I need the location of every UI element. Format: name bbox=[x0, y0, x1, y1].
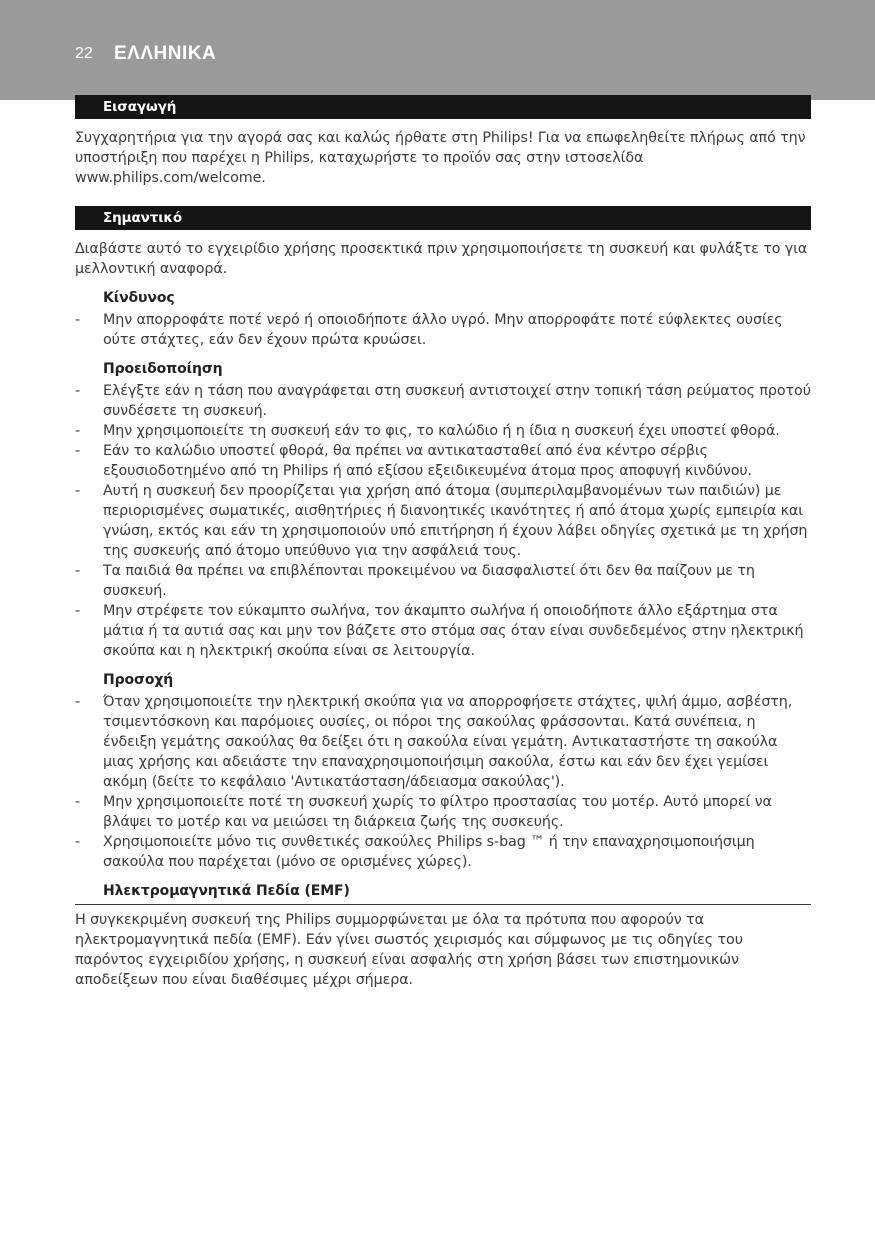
important-paragraph: Διαβάστε αυτό το εγχειρίδιο χρήσης προσεκτικά πριν χρησιμοποιήσετε τη συσκευή και φυλάξτε το για μελλοντική αναφορά. bbox=[75, 241, 808, 277]
warning-list bbox=[75, 381, 811, 661]
danger-list bbox=[75, 310, 811, 350]
list-item: - Αυτή η συσκευή δεν προορίζεται για χρήση από άτομα (συμπεριλαμβανομένων των παιδιών) με περιορισμένες σωματικές, αισθητήριες ή διανοητικές ικανότητες ή από άτομα χωρίς εμπειρία και γνώση, εκτός και εάν τη χρησιμοποιούν υπό επιτήρηση ή έχουν λάβει οδηγίες σχετικά με τη χρήση της συσκευής από άτομο υπεύθυνο για την ασφάλειά τους. bbox=[75, 481, 811, 561]
danger-heading: Κίνδυνος bbox=[103, 290, 175, 306]
list-item: - Εάν το καλώδιο υποστεί φθορά, θα πρέπει να αντικατασταθεί από ένα κέντρο σέρβις εξουσιοδοτημένο από τη Philips ή από εξίσου εξειδικευμένα άτομα προς αποφυγή κινδύνου. bbox=[75, 441, 811, 481]
section-heading-intro: Εισαγωγή bbox=[75, 95, 811, 119]
warning-heading: Προειδοποίηση bbox=[103, 361, 223, 377]
emf-heading: Ηλεκτρομαγνητικά Πεδία (EMF) bbox=[75, 881, 811, 905]
list-item: - Χρησιμοποιείτε μόνο τις συνθετικές σακούλες Philips s-bag ™ ή την επαναχρησιμοποιήσιμη σακούλα που παρέχεται (μόνο σε ορισμένες χώρες). bbox=[75, 832, 811, 872]
caution-heading: Προσοχή bbox=[103, 672, 174, 688]
list-item: - Μην στρέφετε τον εύκαμπτο σωλήνα, τον άκαμπτο σωλήνα ή οποιοδήποτε άλλο εξάρτημα στα μάτια ή τα αυτιά σας και μην τον βάζετε στο στόμα σας όταν είναι συνδεδεμένος στην ηλεκτρική σκούπα και η ηλεκτρική σκούπα είναι σε λειτουργία. bbox=[75, 601, 811, 661]
page-header bbox=[0, 0, 875, 100]
list-item: - Μην απορροφάτε ποτέ νερό ή οποιοδήποτε άλλο υγρό. Μην απορροφάτε ποτέ εύφλεκτες ουσίες ούτε στάχτες, εάν δεν έχουν πρώτα κρυώσει. bbox=[75, 310, 811, 350]
page-number: 22 bbox=[75, 45, 93, 62]
list-item: - Ελέγξτε εάν η τάση που αναγράφεται στη συσκευή αντιστοιχεί στην τοπική τάση ρεύματος προτού συνδέσετε τη συσκευή. bbox=[75, 381, 811, 421]
language-title: ΕΛΛΗΝΙΚΑ bbox=[114, 43, 217, 64]
page-content bbox=[75, 95, 811, 990]
list-item: - Μην χρησιμοποιείτε ποτέ τη συσκευή χωρίς το φίλτρο προστασίας του μοτέρ. Αυτό μπορεί να βλάψει το μοτέρ και να μειώσει τη διάρκεια ζωής της συσκευής. bbox=[75, 792, 811, 832]
list-item: - Όταν χρησιμοποιείτε την ηλεκτρική σκούπα για να απορροφήσετε στάχτες, ψιλή άμμο, ασβέστη, τσιμεντόσκονη και παρόμοιες ουσίες, οι πόροι της σακούλας φράσσονται. Κατά συνέπεια, η ένδειξη γεμάτης σακούλας θα δείξει ότι η σακούλα είναι γεμάτη. Αντικαταστήστε τη σακούλα μιας χρήσης και αδειάστε την επαναχρησιμοποιήσιμη σακούλα, έστω και εάν δεν έχει γεμίσει ακόμη (δείτε το κεφάλαιο 'Αντικατάσταση/άδειασμα σακούλας'). bbox=[75, 692, 811, 792]
emf-paragraph: Η συγκεκριμένη συσκευή της Philips συμμορφώνεται με όλα τα πρότυπα που αφορούν τα ηλεκτρομαγνητικά πεδία (EMF). Εάν γίνει σωστός χειρισμός και σύμφωνος με τις οδηγίες του παρόντος εγχειριδίου χρήσης, η συσκευή είναι ασφαλής στη χρήση βάσει των επιστημονικών αποδείξεων που είναι διαθέσιμες μέχρι σήμερα. bbox=[75, 912, 743, 988]
section-heading-important: Σημαντικό bbox=[75, 206, 811, 230]
list-item: - Τα παιδιά θα πρέπει να επιβλέπονται προκειμένου να διασφαλιστεί ότι δεν θα παίζουν με τη συσκευή. bbox=[75, 561, 811, 601]
caution-list bbox=[75, 692, 811, 872]
intro-paragraph: Συγχαρητήρια για την αγορά σας και καλώς ήρθατε στη Philips! Για να επωφεληθείτε πλήρως από την υποστήριξη που παρέχει η Philips, καταχωρήστε το προϊόν σας στην ιστοσελίδα www.philips.com/welcome. bbox=[75, 130, 806, 186]
list-item: - Μην χρησιμοποιείτε τη συσκευή εάν το φις, το καλώδιο ή η ίδια η συσκευή έχει υποστεί φθορά. bbox=[75, 421, 811, 441]
